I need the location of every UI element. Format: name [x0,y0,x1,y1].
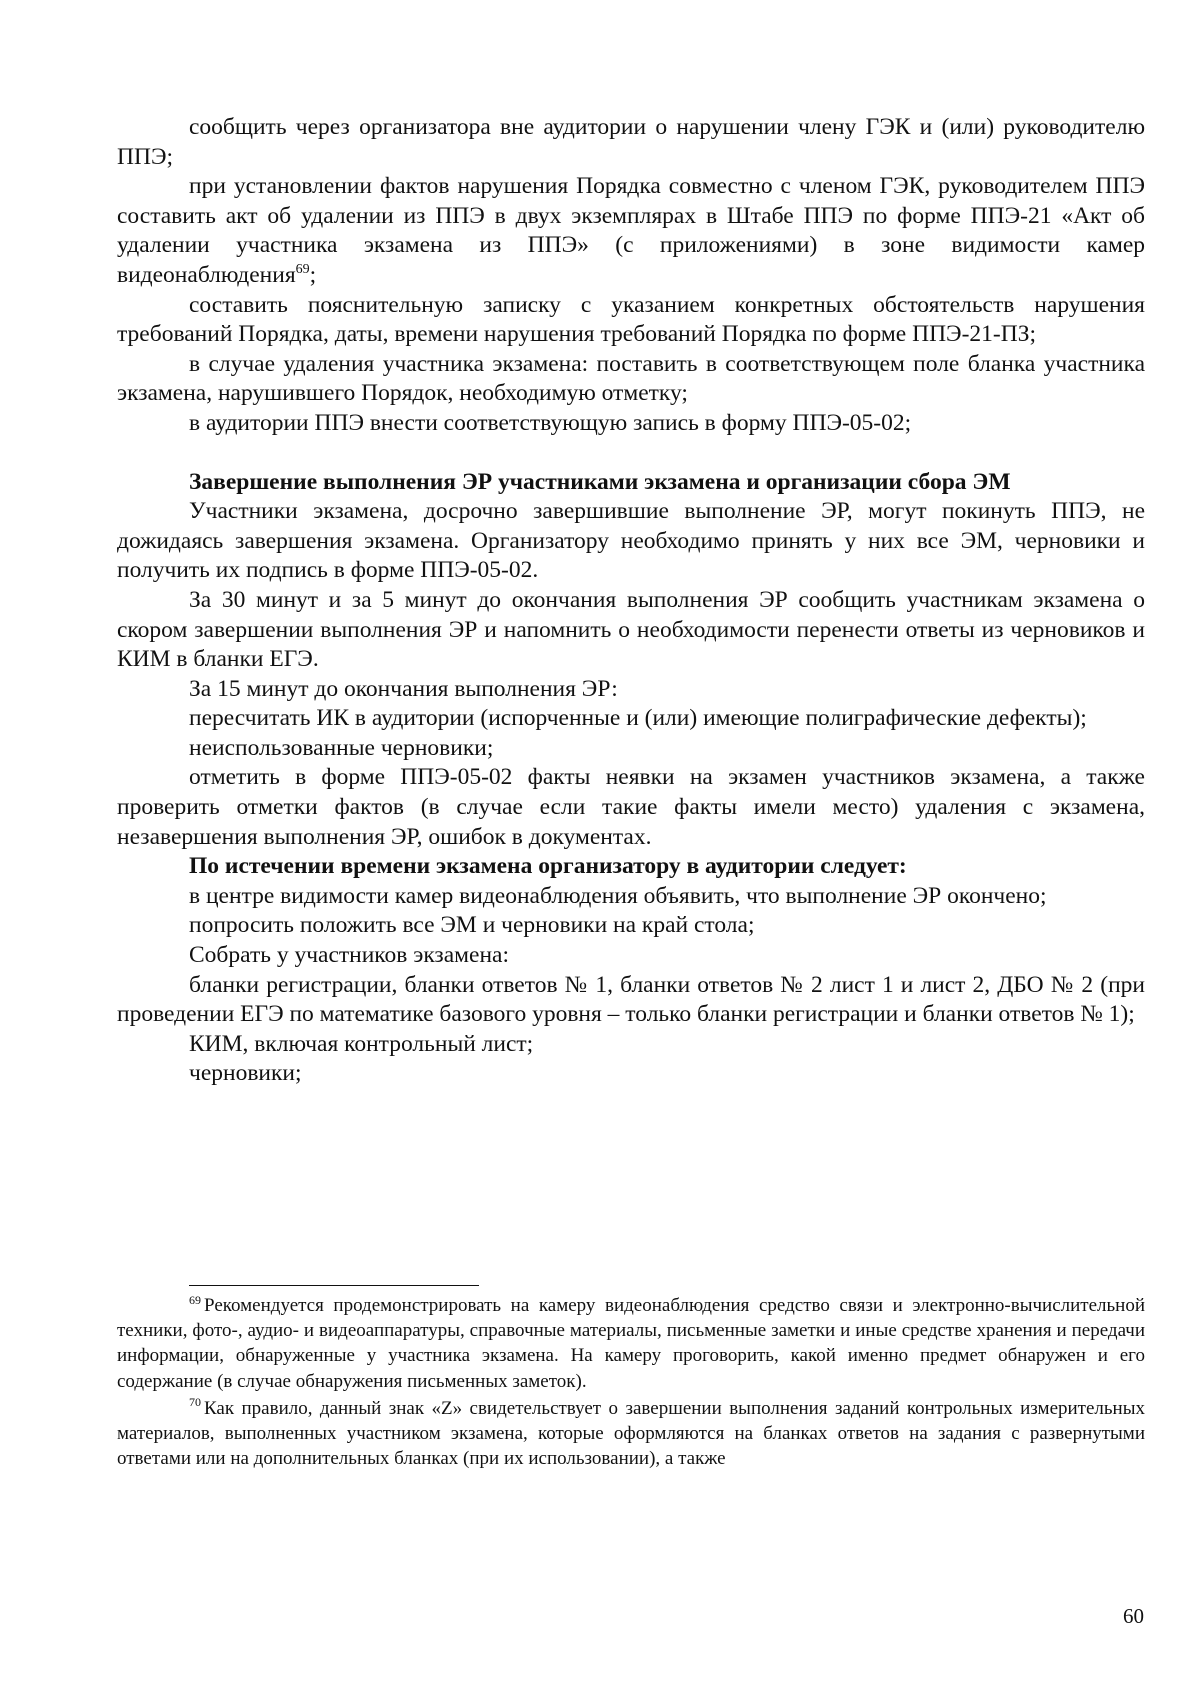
paragraph: КИМ, включая контрольный лист; [189,1030,534,1057]
paragraph: черновики; [189,1060,302,1087]
footnotes [117,1293,1145,1473]
paragraph: бланки регистрации, бланки ответов № 1, бланки ответов № 2 лист 1 и лист 2, ДБО № 2 (при проведении ЕГЭ по математике базового уровня – только бланки регистрации и бланки ответов № 1); [117,971,1145,1028]
spacer [117,439,1145,468]
paragraph: отметить в форме ППЭ-05-02 факты неявки на экзамен участников экзамена, а также проверить отметки фактов (в случае если такие факты имели место) удаления с экзамена, незавершения выполнения ЭР, ошибок в документах. [117,764,1145,850]
paragraph: Собрать у участников экзамена: [189,942,509,969]
paragraph: составить пояснительную записку с указанием конкретных обстоятельств нарушения требований Порядка, даты, времени нарушения требований Порядка по форме ППЭ-21-ПЗ; [117,291,1145,348]
main-text [117,113,1145,1089]
footnote-69 [117,1293,1145,1394]
paragraph: в центре видимости камер видеонаблюдения объявить, что выполнение ЭР окончено; [189,882,1047,909]
paragraph: За 30 минут и за 5 минут до окончания выполнения ЭР сообщить участникам экзамена о скором завершении выполнения ЭР и напомнить о необходимости перенести ответы из черновиков и КИМ в бланки ЕГЭ. [117,586,1145,673]
paragraph: Участники экзамена, досрочно завершившие выполнение ЭР, могут покинуть ППЭ, не дожидаясь завершения экзамена. Организатору необходимо принять у них все ЭМ, черновики и получить их подпись в форме ППЭ-05-02. [117,498,1145,584]
section-heading: Завершение выполнения ЭР участниками экзамена и организации сбора ЭМ [189,468,1011,495]
paragraph-suffix: ; [309,261,317,288]
paragraph [117,172,1145,290]
footnote-ref-69[interactable]: 69 [295,262,310,278]
footnote-text: Рекомендуется продемонстрировать на камеру видеонаблюдения средство связи и электронно-вычислительной техники, фото-, аудио- и видеоаппаратуры, справочные материалы, письменные заметки и иные средстве хранения и передачи информации, обнаруженные у участника экзамена. На камеру проговорить, какой именно предмет обнаружен и его содержание (в случае обнаружения письменных заметок). [117,1295,1145,1392]
page-number: 60 [1123,1604,1144,1628]
paragraph: в аудитории ППЭ внести соответствующую запись в форму ППЭ-05-02; [189,409,912,436]
footnote-70 [117,1396,1145,1472]
paragraph: попросить положить все ЭМ и черновики на край стола; [189,912,755,939]
paragraph: в случае удаления участника экзамена: поставить в соответствующем поле бланка участника экзамена, нарушившего Порядок, необходимую отметку; [117,350,1145,407]
footnote-text: Как правило, данный знак «Z» свидетельствует о завершении выполнения заданий контрольных измерительных материалов, выполненных участником экзамена, которые оформляются на бланках ответов на задания с развернутыми ответами или на дополнительных бланках (при их использовании), а также [117,1397,1145,1470]
paragraph-text: при установлении фактов нарушения Порядка совместно с членом ГЭК, руководителем ППЭ составить акт об удалении из ППЭ в двух экземплярах в Штабе ППЭ по форме ППЭ-21 «Акт об удалении участника экзамена из ППЭ» (с приложениями) в зоне видимости камер видеонаблюдения [117,173,1145,288]
footnote-number: 69 [189,1292,201,1307]
paragraph: сообщить через организатора вне аудитории о нарушении члену ГЭК и (или) руководителю ППЭ; [117,114,1145,170]
footnote-number: 70 [189,1395,201,1410]
subsection-heading: По истечении времени экзамена организатору в аудитории следует: [189,853,907,880]
paragraph: неиспользованные черновики; [189,734,494,761]
paragraph: пересчитать ИК в аудитории (испорченные и (или) имеющие полиграфические дефекты); [189,705,1087,732]
footnote-separator [189,1285,479,1286]
paragraph: За 15 минут до окончания выполнения ЭР: [189,675,618,702]
